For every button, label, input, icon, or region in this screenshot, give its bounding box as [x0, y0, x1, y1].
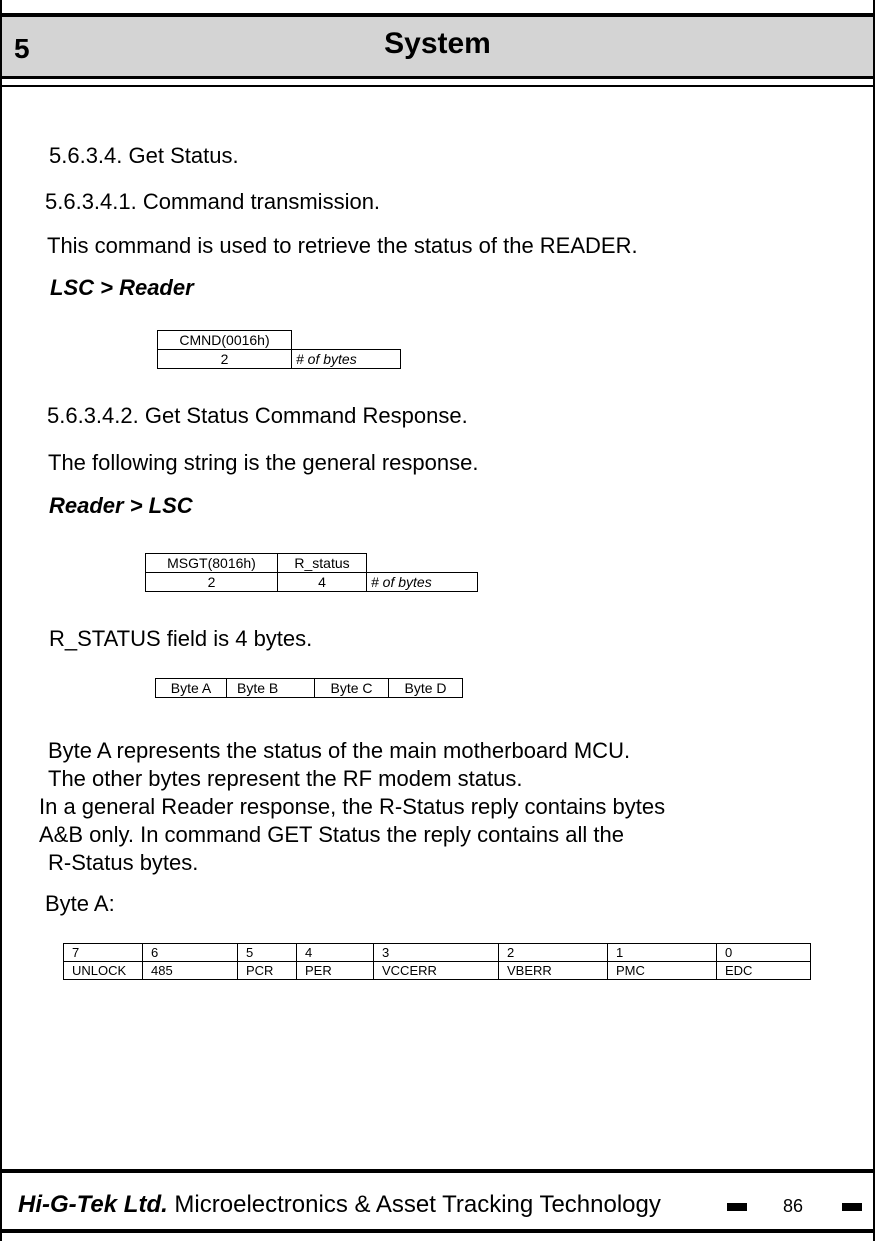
empty-cell — [292, 331, 401, 350]
bit-number: 2 — [499, 944, 608, 962]
byte-a-label: Byte A: — [45, 891, 115, 916]
bit-name: UNLOCK — [64, 962, 143, 980]
description-1: This command is used to retrieve the status of the READER. — [47, 233, 638, 258]
byte-a-bits-table — [63, 943, 811, 980]
cmnd-cell: CMND(0016h) — [158, 331, 292, 350]
response-packet-table — [145, 553, 478, 592]
bit-name: 485 — [143, 962, 238, 980]
rstatus-description: R_STATUS field is 4 bytes. — [49, 626, 313, 651]
description-2: The following string is the general response. — [48, 450, 479, 475]
paragraph-line-1: Byte A represents the status of the main motherboard MCU. — [48, 738, 631, 763]
footer-divider-bottom — [2, 1229, 873, 1233]
empty-cell — [367, 554, 478, 573]
footer-divider-top — [2, 1169, 873, 1173]
bit-name: PER — [297, 962, 374, 980]
byte-d-cell: Byte D — [389, 679, 463, 698]
bit-number: 4 — [297, 944, 374, 962]
paragraph-line-2: The other bytes represent the RF modem status. — [48, 766, 523, 791]
chapter-number: 5 — [14, 33, 30, 64]
footer-text — [18, 1191, 661, 1219]
page-number: 86 — [783, 1196, 804, 1216]
cmnd-size-cell: 2 — [158, 350, 292, 369]
byte-b-cell: Byte B — [227, 679, 315, 698]
footer-dash-right — [842, 1203, 862, 1211]
command-packet-table — [157, 330, 401, 369]
msgt-size-cell: 2 — [146, 573, 278, 592]
header-divider — [2, 85, 873, 87]
footer-dash-left — [727, 1203, 747, 1211]
bit-name: VBERR — [499, 962, 608, 980]
bit-number-row — [64, 944, 811, 962]
subsection-heading-1: 5.6.3.4.1. Command transmission. — [45, 189, 381, 214]
bytes-label-cell: # of bytes — [367, 573, 478, 592]
bytes-label-cell: # of bytes — [292, 350, 401, 369]
rstatus-bytes-table — [155, 678, 463, 698]
bit-name: PMC — [608, 962, 717, 980]
rstatus-cell: R_status — [278, 554, 367, 573]
page-title: System — [384, 27, 491, 60]
bit-number: 0 — [717, 944, 811, 962]
bit-name: PCR — [238, 962, 297, 980]
msgt-cell: MSGT(8016h) — [146, 554, 278, 573]
byte-a-cell: Byte A — [156, 679, 227, 698]
paragraph-line-5: R-Status bytes. — [48, 850, 199, 875]
direction-label-1: LSC > Reader — [50, 275, 194, 300]
subsection-heading-2: 5.6.3.4.2. Get Status Command Response. — [47, 403, 468, 428]
bit-name: EDC — [717, 962, 811, 980]
direction-label-2: Reader > LSC — [49, 493, 193, 518]
company-name: Hi-G-Tek Ltd. — [18, 1191, 168, 1218]
bit-number: 5 — [238, 944, 297, 962]
paragraph-line-4: A&B only. In command GET Status the reply contains all the — [39, 822, 624, 847]
bit-name: VCCERR — [374, 962, 499, 980]
page-frame-left — [0, 0, 2, 1241]
header-bar — [2, 13, 873, 79]
bit-number: 1 — [608, 944, 717, 962]
page-frame-right — [873, 0, 875, 1241]
bit-number: 7 — [64, 944, 143, 962]
section-heading: 5.6.3.4. Get Status. — [49, 143, 239, 168]
bit-number: 6 — [143, 944, 238, 962]
paragraph-line-3: In a general Reader response, the R-Status reply contains bytes — [39, 794, 666, 819]
company-tagline: Microelectronics & Asset Tracking Technology — [167, 1191, 661, 1218]
bit-number: 3 — [374, 944, 499, 962]
byte-c-cell: Byte C — [315, 679, 389, 698]
rstatus-size-cell: 4 — [278, 573, 367, 592]
bit-name-row — [64, 962, 811, 980]
